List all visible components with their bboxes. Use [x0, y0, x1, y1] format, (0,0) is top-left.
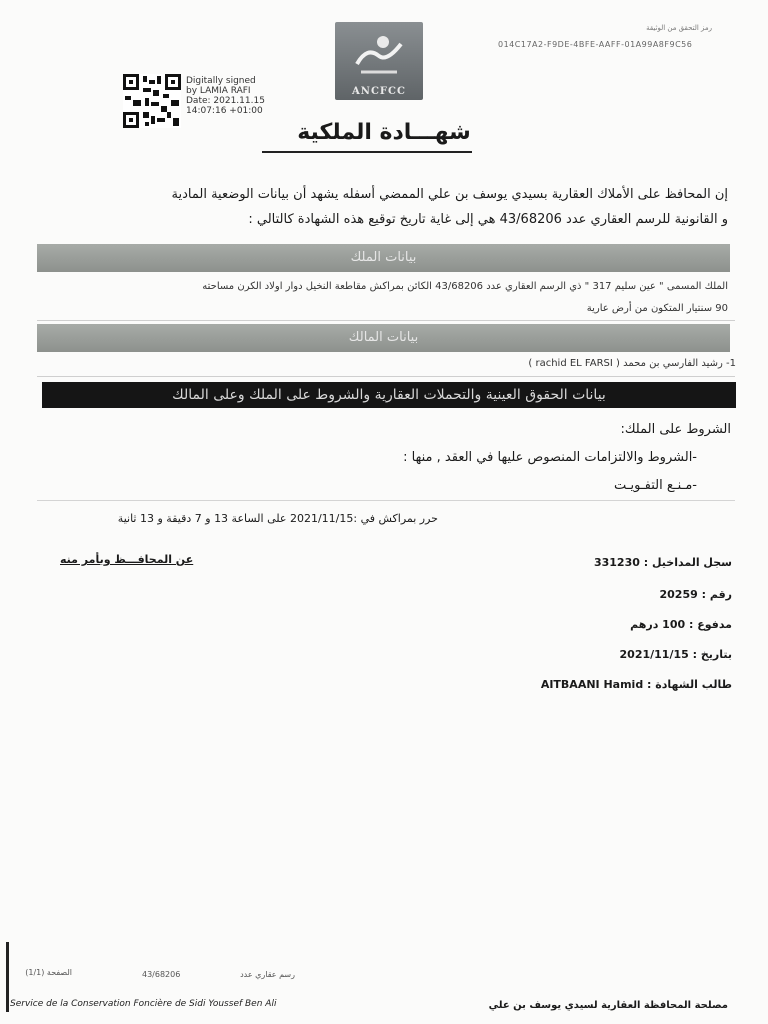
service-name-fr: Service de la Conservation Foncière de Sidi Youssef Ben Ali	[10, 999, 277, 1009]
intro-line: إن المحافظ على الأملاك العقارية بسيدي يوسف بن علي الممضي أسفله يشهد أن بيانات الوضعية المادية	[171, 187, 728, 202]
conditions-box	[37, 410, 735, 501]
ancfcc-logo	[335, 22, 423, 100]
digital-signature	[186, 76, 296, 116]
field-value: 20259	[659, 588, 698, 601]
signature-line: Date: 2021.11.15	[186, 96, 265, 106]
field-number	[372, 588, 732, 601]
divider	[37, 320, 735, 321]
title-underline	[262, 151, 472, 153]
ancfcc-emblem-icon	[353, 32, 405, 76]
signature-authority: عن المحافـــظ وبأمر منه	[60, 553, 194, 566]
field-value: 2021/11/15	[619, 648, 689, 661]
section-header-rights: بيانات الحقوق العينية والتحملات العقارية والشروط على الملك وعلى المالك	[42, 382, 736, 408]
field-date	[372, 648, 732, 661]
field-value: 100 درهم	[630, 618, 686, 631]
field-value: AITBAANI Hamid	[540, 678, 644, 691]
field-label: رقم :	[701, 588, 732, 601]
logo-text: ANCFCC	[352, 86, 406, 97]
field-label: مدفوع :	[688, 618, 732, 631]
margin-rule	[6, 942, 9, 1012]
signature-line: 14:07:16 +01:00	[186, 106, 263, 116]
page-title: شهـــادة الملكية	[297, 120, 471, 145]
property-line: 90 سنتيار المتكون من أرض عارية	[586, 303, 728, 314]
service-name-ar: مصلحة المحافظة العقارية لسيدي يوسف بن علي	[488, 1000, 728, 1011]
signature-line: Digitally signed	[186, 76, 256, 86]
verification-label: رمز التحقق من الوثيقة	[646, 24, 712, 32]
divider	[37, 376, 735, 377]
property-line: الملك المسمى " عين سليم 317 " ذي الرسم العقاري عدد 43/68206 الكائن بمراكش مقاطعة النخيل دوار اولاد الكرن مساحته	[202, 281, 728, 292]
field-label: بتاريخ :	[692, 648, 732, 661]
title-ref-value: 43/68206	[142, 970, 181, 979]
section-header-owner: بيانات المالك	[37, 324, 730, 352]
issued-date-line: حرر بمراكش في :2021/11/15 على الساعة 13 و 7 دقيقة و 13 ثانية	[117, 512, 438, 525]
field-value: 331230	[593, 556, 640, 569]
intro-line: و القانونية للرسم العقاري عدد 43/68206 هي إلى غاية تاريخ توقيع هذه الشهادة كالتالي :	[248, 212, 728, 227]
property-description	[38, 276, 728, 320]
page-number: الصفحة (1/1)	[25, 968, 72, 977]
field-label: سجل المداخيل :	[643, 556, 732, 569]
field-revenue-register	[372, 556, 732, 569]
section-header-property: بيانات الملك	[37, 244, 730, 272]
condition-item: -الشروط والالتزامات المنصوص عليها في العقد , منها :	[403, 450, 697, 465]
condition-item: -مـنـع التفـويـت	[613, 478, 697, 493]
field-applicant	[372, 678, 732, 691]
verification-code: 014C17A2-F9DE-4BFE-AAFF-01A99A8F9C56	[498, 40, 693, 49]
conditions-heading: الشروط على الملك:	[620, 422, 731, 437]
intro-paragraph	[40, 182, 728, 232]
title-ref-label: رسم عقاري عدد	[240, 970, 295, 979]
field-paid	[372, 618, 732, 631]
qr-code-icon	[123, 74, 181, 128]
owner-line: 1- رشيد الفارسي بن محمد ( rachid EL FARSI )	[528, 358, 736, 369]
field-label: طالب الشهادة :	[647, 678, 732, 691]
signature-line: by LAMIA RAFI	[186, 86, 251, 96]
